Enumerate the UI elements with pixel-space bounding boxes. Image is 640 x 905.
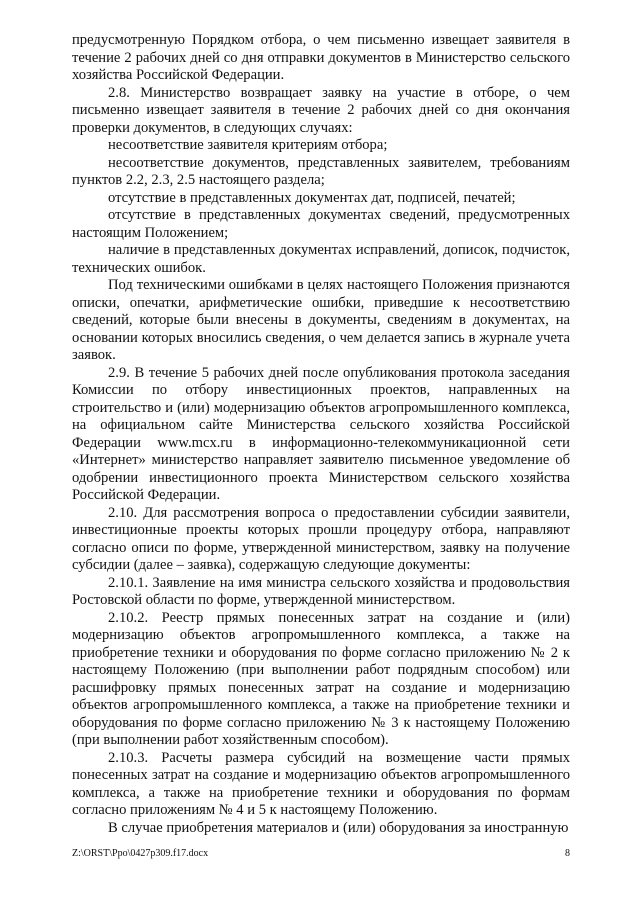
paragraph-foreign-currency: В случае приобретения материалов и (или) оборудования за иностранную [108,819,569,836]
paragraph-2-10-2: 2.10.2. Реестр прямых понесенных затрат на создание и (или) модернизацию объектов агропромышленного комплекса, а также на приобретение техники и оборудования по форме согласно приложению № 2 к настоящему Положению (при выполнении работ подрядным способом) или расшифровку прямых понесенных затрат на создание и модернизацию объектов агропромышленного комплекса, а также на приобретение техники и оборудования по форме согласно приложению № 3 к настоящему Положению (при выполнении работ хозяйственным способом). [72,609,570,748]
paragraph-2-8: 2.8. Министерство возвращает заявку на участие в отборе, о чем письменно извещает заявителя в течение 2 рабочих дней со дня окончания проверки документов, в следующих случаях: [72,84,570,136]
paragraph-2-10: 2.10. Для рассмотрения вопроса о предоставлении субсидии заявители, инвестиционные проекты которых прошли процедуру отбора, направляют согласно описи по форме, утвержденной министерством, заявку на получение субсидии (далее – заявка), содержащую следующие документы: [72,504,570,573]
list-item-documents-mismatch: несоответствие документов, представленных заявителем, требованиям пунктов 2.2, 2.3, 2.5 настоящего раздела; [72,154,570,188]
list-item-missing-info: отсутствие в представленных документах сведений, предусмотренных настоящим Положением; [72,207,570,241]
paragraph-continuation: предусмотренную Порядком отбора, о чем письменно извещает заявителя в течение 2 рабочих дней со дня отправки документов в Министерство сельского хозяйства Российской Федерации. [72,32,570,83]
list-item-corrections: наличие в представленных документах исправлений, дописок, подчисток, технических ошибок. [72,242,570,276]
paragraph-2-9: 2.9. В течение 5 рабочих дней после опубликования протокола заседания Комиссии по отбору инвестиционных проектов, направленных на строительство и (или) модернизацию объектов агропромышленного комплекса, на официальном сайте Министерства сельского хозяйства Российской Федерации www.mcx.ru в информационно-телекоммуникационной сети «Интернет» министерство направляет заявителю письменное уведомление об одобрении инвестиционного проекта Министерством сельского хозяйства Российской Федерации. [72,364,570,503]
list-item-missing-dates: отсутствие в представленных документах дат, подписей, печатей; [108,189,516,206]
document-page [72,32,570,837]
paragraph-technical-errors: Под техническими ошибками в целях настоящего Положения признаются описки, опечатки, арифметические ошибки, приведшие к несоответствию сведений, которые были внесены в документы, сведениям в документах, на основании которых вносились сведения, о чем делается запись в журнале учета заявок. [72,277,570,363]
paragraph-2-10-1: 2.10.1. Заявление на имя министра сельского хозяйства и продовольствия Ростовской области по форме, утвержденной министерством. [72,574,570,608]
list-item-criteria: несоответствие заявителя критериям отбора; [108,137,388,153]
paragraph-2-10-3: 2.10.3. Расчеты размера субсидий на возмещение части прямых понесенных затрат на создание и модернизацию объектов агропромышленного комплекса, а также на приобретение техники и оборудования по формам согласно приложениям № 4 и 5 к настоящему Положению. [72,749,570,818]
footer-file-path: Z:\ORST\Ppo\0427p309.f17.docx [72,848,209,859]
page-number: 8 [565,848,570,859]
